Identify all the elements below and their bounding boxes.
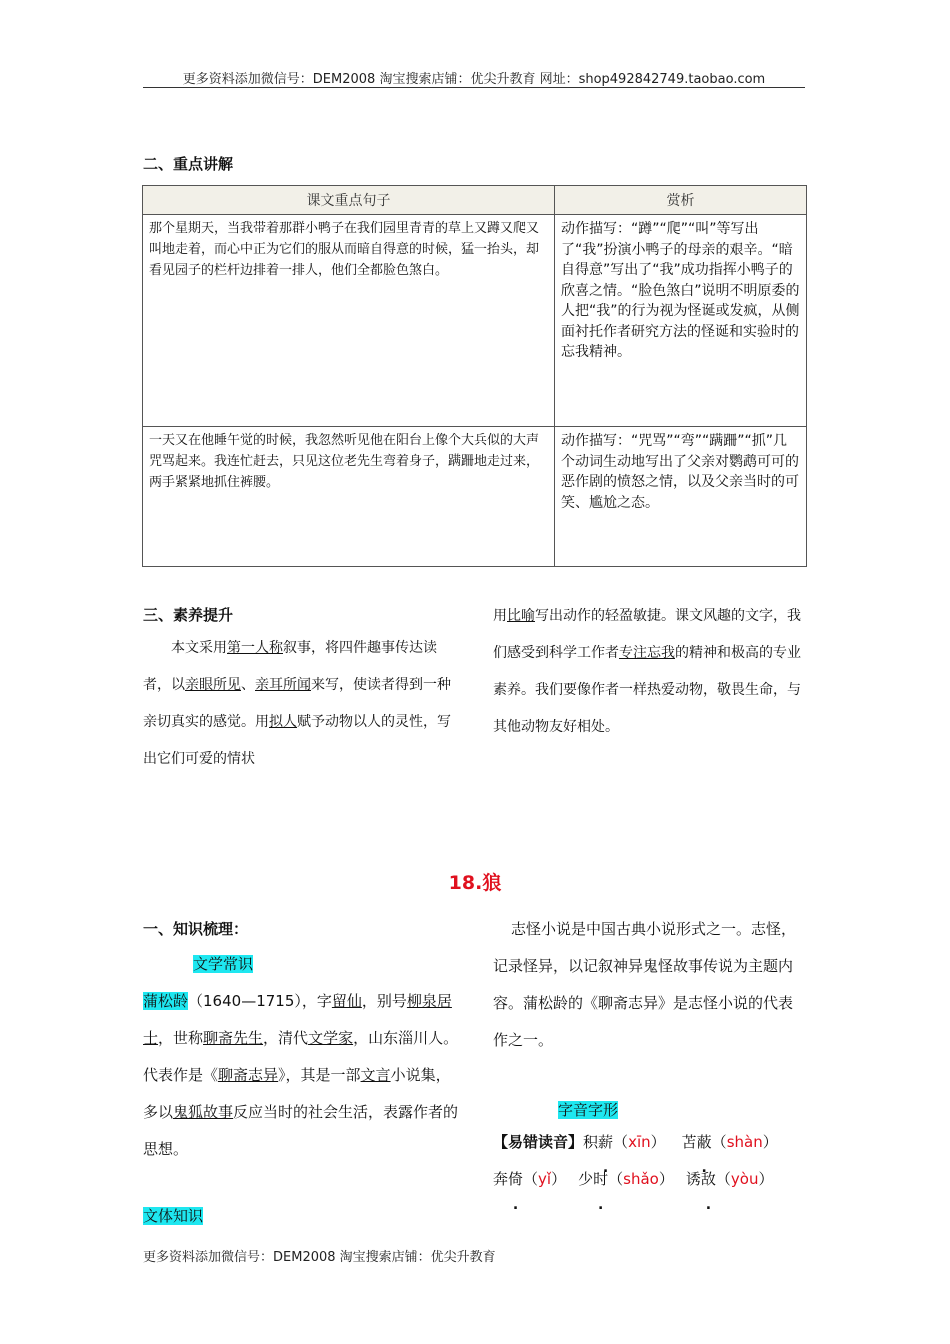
dotted-char: 时	[593, 1170, 609, 1188]
underlined-term: 文言	[360, 1066, 391, 1084]
pinyin: yòu	[730, 1170, 759, 1188]
text-run: 》，其是一部	[278, 1066, 361, 1084]
text-run: （1640—1715），字	[188, 992, 332, 1010]
sentence-cell: 那个星期天，当我带着那群小鸭子在我们园里青青的草上又蹲又爬又叫地走着，而心中正为它们的服从而暗自得意的时候，猛一抬头，却看见园子的栏杆边排着一排人，他们全都脸色煞白。	[143, 215, 555, 427]
text-run: 小说集，多以	[143, 1066, 451, 1121]
sentence-cell: 一天又在他睡午觉的时候，我忽然听见他在阳台上像个大兵似的大声咒骂起来。我连忙赶去，只见这位老先生弯着身子，蹒跚地走过来，两手紧紧地抓住裤腰。	[143, 427, 555, 567]
analysis-cell: 动作描写：“咒骂”“弯”“蹒跚”“抓”几个动词生动地写出了父亲对鹦鹉可可的恶作剧的愤怒之情，以及父亲当时的可笑、尴尬之态。	[555, 427, 807, 567]
paren-close: ）	[658, 1170, 674, 1188]
list-item	[583, 1133, 666, 1151]
paren-close: ）	[650, 1133, 666, 1151]
dotted-char: 敌	[700, 1170, 716, 1188]
text-run: 写出动作的轻盈敏捷。课文风趣的文字，我们感受到科学工作者	[493, 608, 801, 661]
paren-close: ）	[551, 1170, 567, 1188]
pinyin: xīn	[628, 1133, 651, 1151]
dotted-char: 蔽	[696, 1133, 712, 1151]
section-title-key-points: 二、重点讲解	[143, 155, 234, 173]
highlight-label: 文学常识	[193, 955, 254, 973]
page-footer: 更多资料添加微信号：DEM2008 淘宝搜索店铺：优尖升教育	[143, 1250, 496, 1265]
underlined-term: 鬼狐故事	[173, 1103, 234, 1121]
text-run: ，世称	[158, 1029, 204, 1047]
text-run: 反应当时的社会生活，表露作者的思想。	[143, 1103, 459, 1158]
pinyin: shǎo	[623, 1170, 659, 1188]
word-part: 苫	[681, 1133, 697, 1151]
list-item	[578, 1170, 674, 1188]
header-divider	[143, 87, 805, 88]
underlined-term: 文学家	[308, 1029, 354, 1047]
section-title-knowledge: 一、知识梳理：	[143, 920, 249, 938]
text-run: 赋予动物以人的灵性，写出它们可爱的情状	[143, 714, 451, 767]
underlined-term: 柳泉居士	[143, 992, 452, 1047]
author-name: 蒲松龄	[143, 992, 189, 1010]
text-run: ，清代	[263, 1029, 309, 1047]
analysis-cell: 动作描写：“蹲”“爬”“叫”等写出了“我”扮演小鸭子的母亲的艰辛。“暗自得意”写出了“我”成功指挥小鸭子的欣喜之情。“脸色煞白”说明不明原委的人把“我”的行为视为怪诞或发疯，从侧面衬托作者研究方法的怪诞和实验时的忘我精神。	[555, 215, 807, 427]
column-header-analysis: 赏析	[555, 186, 807, 215]
underlined-term: 亲耳所闻	[255, 677, 311, 693]
paren-open: （	[608, 1170, 624, 1188]
list-item	[682, 1133, 778, 1151]
word-part: 奔	[493, 1170, 509, 1188]
page-header: 更多资料添加微信号：DEM2008 淘宝搜索店铺：优尖升教育 网址：shop492842749.taobao.com	[182, 72, 766, 87]
highlight-label: 字音字形	[558, 1101, 619, 1119]
pinyin: shàn	[726, 1133, 763, 1151]
label-literary-knowledge	[193, 946, 253, 983]
word-part: 少	[578, 1170, 594, 1188]
list-item	[493, 1170, 566, 1188]
underlined-term: 拟人	[269, 714, 297, 730]
author-paragraph	[143, 983, 461, 1168]
lesson-title: 18.狼	[448, 872, 502, 894]
text-run: 、	[241, 677, 255, 693]
key-sentences-table	[142, 185, 807, 567]
text-run: 来写，使读者得到一种亲切真实的感觉。用	[143, 677, 451, 730]
word-part: 积	[583, 1133, 599, 1151]
paren-close: ）	[758, 1170, 774, 1188]
mispronunciation-list	[493, 1124, 813, 1198]
paren-open: （	[715, 1170, 731, 1188]
pinyin: yǐ	[538, 1170, 552, 1188]
underlined-term: 比喻	[507, 608, 535, 624]
literacy-paragraph-left	[143, 630, 461, 778]
underlined-term: 聊斋先生	[203, 1029, 264, 1047]
label-genre-knowledge	[143, 1198, 203, 1235]
genre-paragraph: 志怪小说是中国古典小说形式之一。志怪，记录怪异，以记叙神异鬼怪故事传说为主题内容。蒲松龄的《聊斋志异》是志怪小说的代表作之一。	[493, 920, 797, 1049]
highlight-label: 文体知识	[143, 1207, 204, 1225]
table-row	[143, 427, 807, 567]
underlined-term: 亲眼所见	[185, 677, 241, 693]
text-run: 用	[493, 608, 507, 624]
text-run: 叙事，将四件趣事传达读者，以	[143, 640, 437, 693]
dotted-char: 薪	[598, 1133, 614, 1151]
text-run: 的精神和极高的专业素养。我们要像作者一样热爱动物，敬畏生命，与其他动物友好相处。	[493, 645, 801, 735]
underlined-term: 专注忘我	[619, 645, 675, 661]
list-item	[686, 1170, 774, 1188]
text-run: ，山东淄川人。代表作是《	[143, 1029, 459, 1084]
word-part: 诱	[685, 1170, 701, 1188]
section-title-literacy: 三、素养提升	[143, 606, 234, 624]
paren-open: （	[523, 1170, 539, 1188]
dotted-char: 倚	[508, 1170, 524, 1188]
paren-close: ）	[762, 1133, 778, 1151]
mispronunciation-label: 【易错读音】	[493, 1133, 584, 1151]
table-row	[143, 215, 807, 427]
column-header-sentences: 课文重点句子	[143, 186, 555, 215]
literacy-paragraph-right	[493, 598, 807, 746]
paren-open: （	[613, 1133, 629, 1151]
text-run: 本文采用	[171, 640, 227, 656]
table-header-row	[143, 186, 807, 215]
paren-open: （	[711, 1133, 727, 1151]
underlined-term: 第一人称	[227, 640, 283, 656]
text-run: ，别号	[361, 992, 407, 1010]
underlined-term: 聊斋志异	[218, 1066, 279, 1084]
underlined-term: 留仙	[331, 992, 362, 1010]
